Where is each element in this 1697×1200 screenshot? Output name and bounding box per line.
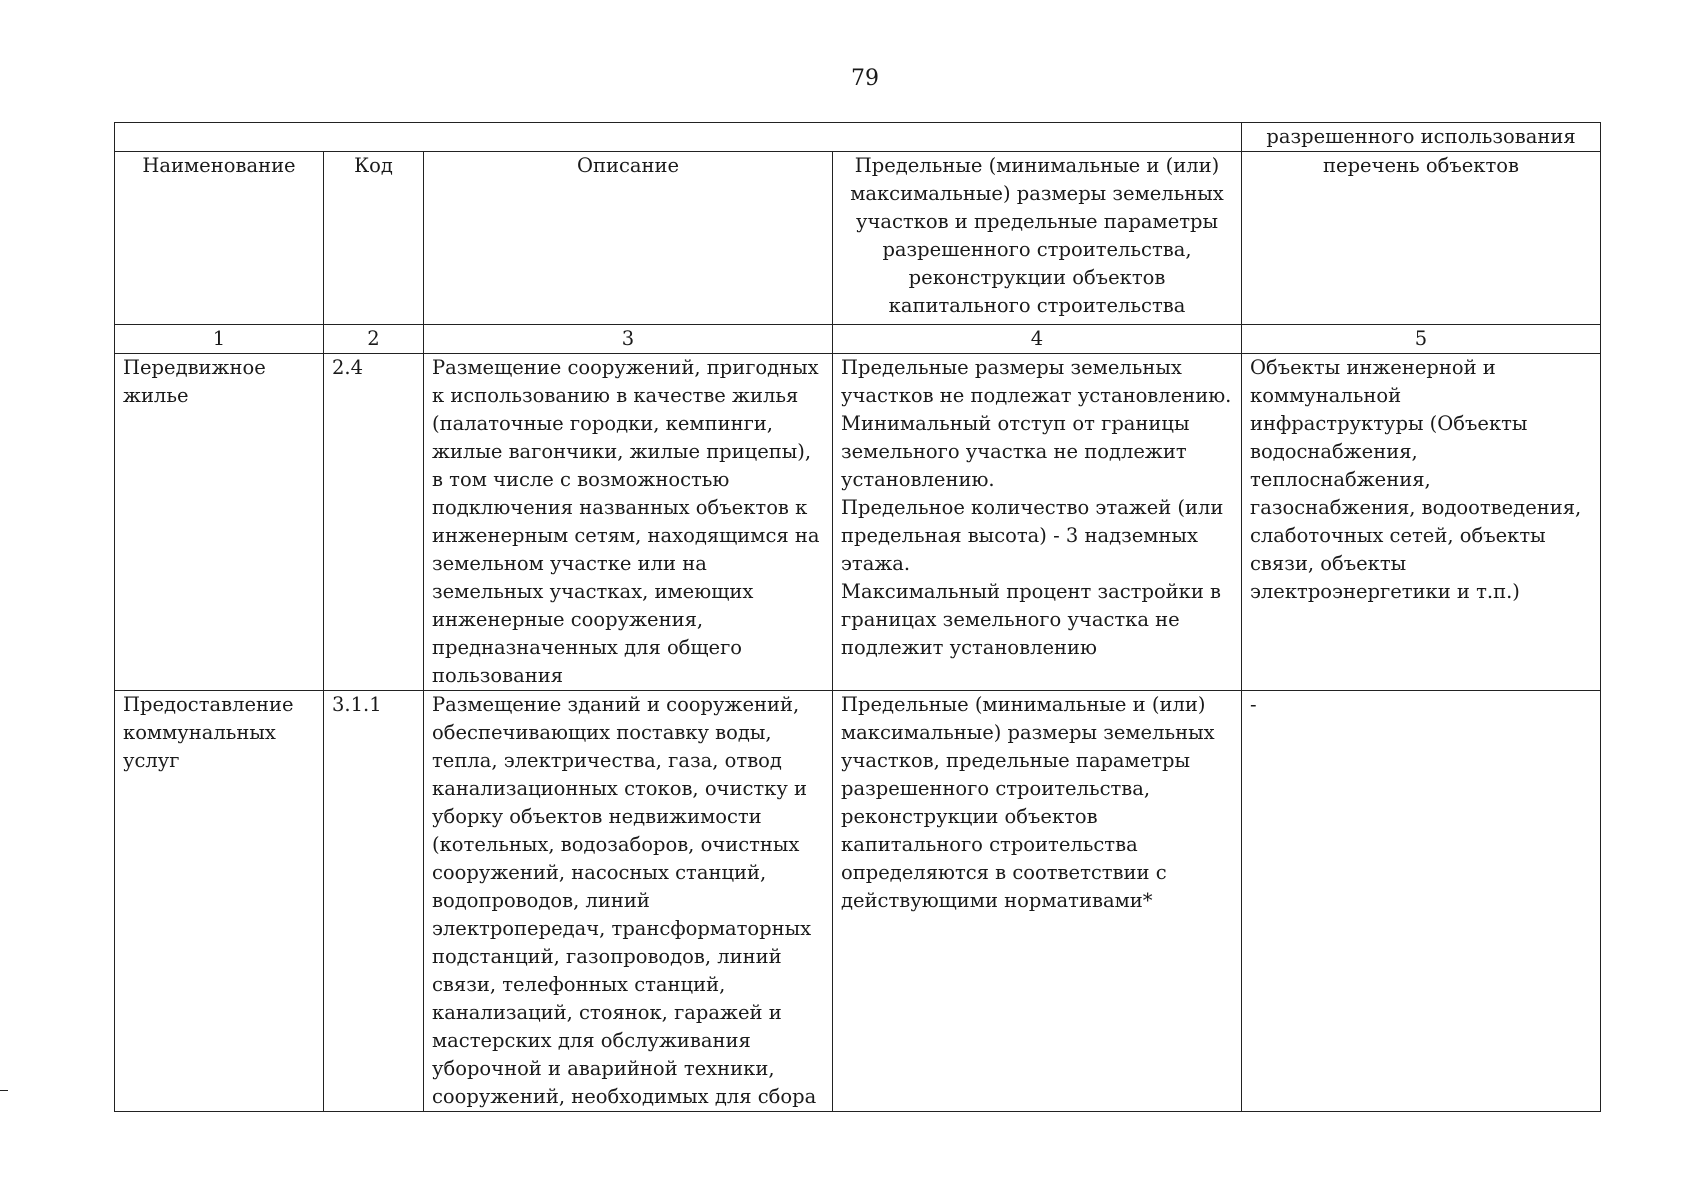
column-number: 1 xyxy=(115,325,324,354)
page-number: 79 xyxy=(851,66,879,91)
row-limits: Предельные размеры земельных участков не подлежат установлению. Минимальный отступ от границы земельного участка не подлежит установлению. Предельное количество этажей (или предельная высота) - 3 надземных этажа. Максимальный процент застройки в границах земельного участка не подлежит установлению xyxy=(833,354,1242,691)
column-number-row xyxy=(115,325,1601,354)
continuation-header-cell: разрешенного использования xyxy=(1242,123,1601,152)
continuation-blank-cell xyxy=(115,123,1242,152)
header-limits: Предельные (минимальные и (или) максимальные) размеры земельных участков и предельные параметры разрешенного строительства, реконструкции объектов капитального строительства xyxy=(833,152,1242,325)
row-name: Предоставление коммунальных услуг xyxy=(115,691,324,1112)
table-row xyxy=(115,691,1601,1112)
header-name: Наименование xyxy=(115,152,324,325)
row-description: Размещение сооружений, пригодных к использованию в качестве жилья (палаточные городки, кемпинги, жилые вагончики, жилые прицепы), в том числе с возможностью подключения названных объектов к инженерным сетям, находящимся на земельном участке или на земельных участках, имеющих инженерные сооружения, предназначенных для общего пользования xyxy=(424,354,833,691)
column-number: 3 xyxy=(424,325,833,354)
margin-mark xyxy=(0,1090,8,1091)
column-number: 2 xyxy=(324,325,424,354)
column-number: 4 xyxy=(833,325,1242,354)
header-objects: перечень объектов xyxy=(1242,152,1601,325)
header-description: Описание xyxy=(424,152,833,325)
row-code: 3.1.1 xyxy=(324,691,424,1112)
table-row xyxy=(115,354,1601,691)
row-code: 2.4 xyxy=(324,354,424,691)
continuation-row xyxy=(115,123,1601,152)
row-objects: Объекты инженерной и коммунальной инфраструктуры (Объекты водоснабжения, теплоснабжения, газоснабжения, водоотведения, слаботочных сетей, объекты связи, объекты электроэнергетики и т.п.) xyxy=(1242,354,1601,691)
column-number: 5 xyxy=(1242,325,1601,354)
row-objects: - xyxy=(1242,691,1601,1112)
row-limits: Предельные (минимальные и (или) максимальные) размеры земельных участков, предельные параметры разрешенного строительства, реконструкции объектов капитального строительства определяются в соответствии с действующими нормативами* xyxy=(833,691,1242,1112)
header-code: Код xyxy=(324,152,424,325)
land-use-table xyxy=(114,122,1601,1112)
row-name: Передвижное жилье xyxy=(115,354,324,691)
row-description: Размещение зданий и сооружений, обеспечивающих поставку воды, тепла, электричества, газа, отвод канализационных стоков, очистку и уборку объектов недвижимости (котельных, водозаборов, очистных сооружений, насосных станций, водопроводов, линий электропередач, трансформаторных подстанций, газопроводов, линий связи, телефонных станций, канализаций, стоянок, гаражей и мастерских для обслуживания уборочной и аварийной техники, сооружений, необходимых для сбора xyxy=(424,691,833,1112)
header-row xyxy=(115,152,1601,325)
